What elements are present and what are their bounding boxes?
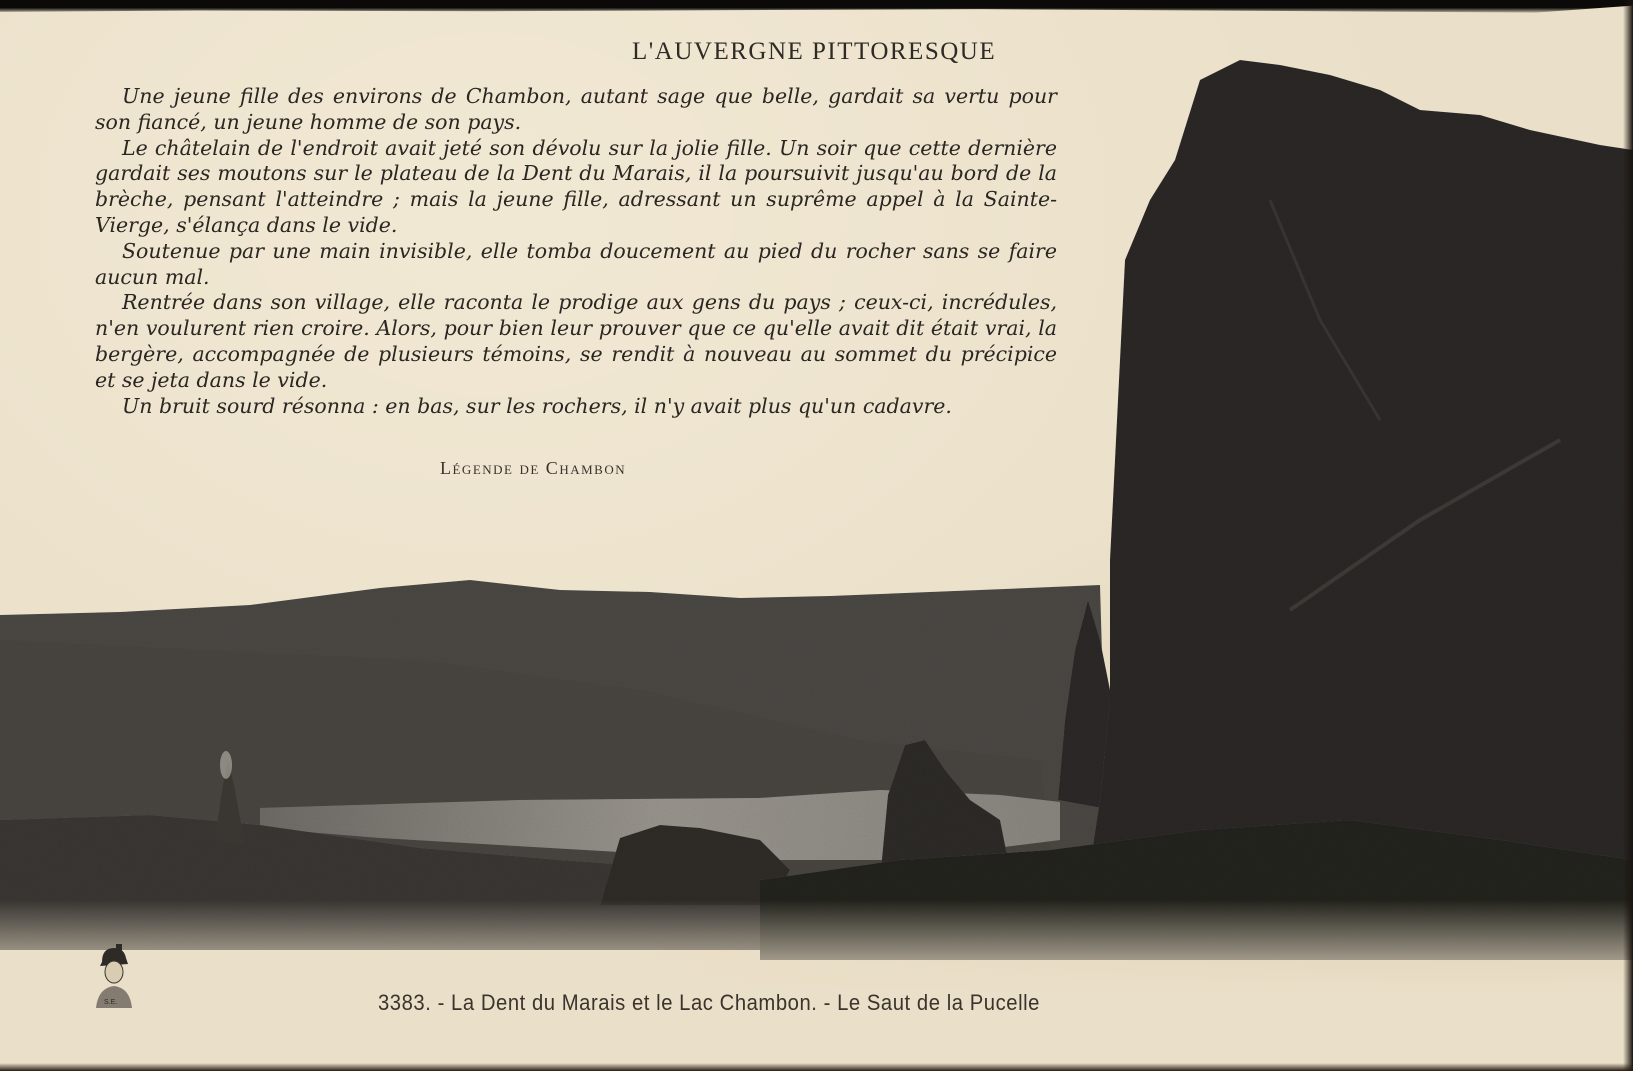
dent-du-marais-rock <box>1080 60 1633 930</box>
legend-paragraph: Un bruit sourd résonna : en bas, sur les rochers, il n'y avait plus qu'un cadavre. <box>122 393 952 418</box>
legend-paragraph: Une jeune fille des environs de Chambon, autant sage que belle, gardait sa vertu pour son fiancé, un jeune homme de son pays. <box>95 84 1057 134</box>
photo-caption: 3383. - La Dent du Marais et le Lac Chambon. - Le Saut de la Pucelle <box>378 990 1040 1015</box>
legend-text <box>95 84 1057 419</box>
legend-paragraph: Rentrée dans son village, elle raconta le prodige aux gens du pays ; ceux-ci, incrédules, n'en voulurent rien croire. Alors, pour bien leur prouver que ce qu'elle avait dit était vrai, la bergère, accompagnée de plusieurs témoins, se rendit à nouveau au sommet du précipice et se jeta dans le vide. <box>95 290 1057 392</box>
legend-paragraph: Soutenue par une main invisible, elle tomba doucement au pied du rocher sans se faire aucun mal. <box>95 238 1057 289</box>
svg-text:S.E.: S.E. <box>104 999 118 1006</box>
legend-paragraph: Le châtelain de l'endroit avait jeté son dévolu sur la jolie fille. Un soir que cette dernière gardait ses moutons sur le plateau de la Dent du Marais, il la poursuivit jusqu'au bord de la brèche, pensant l'atteindre ; mais la jeune fille, adressant un suprême appel à la Sainte-Vierge, s'élança dans le vide. <box>95 135 1057 237</box>
woman-portrait-icon <box>88 942 140 1010</box>
worn-bottom-edge <box>0 1063 1633 1071</box>
series-title: L'AUVERGNE PITTORESQUE <box>632 38 997 65</box>
legend-attribution: Légende de Chambon <box>440 458 627 478</box>
worn-right-edge <box>1623 0 1633 1071</box>
